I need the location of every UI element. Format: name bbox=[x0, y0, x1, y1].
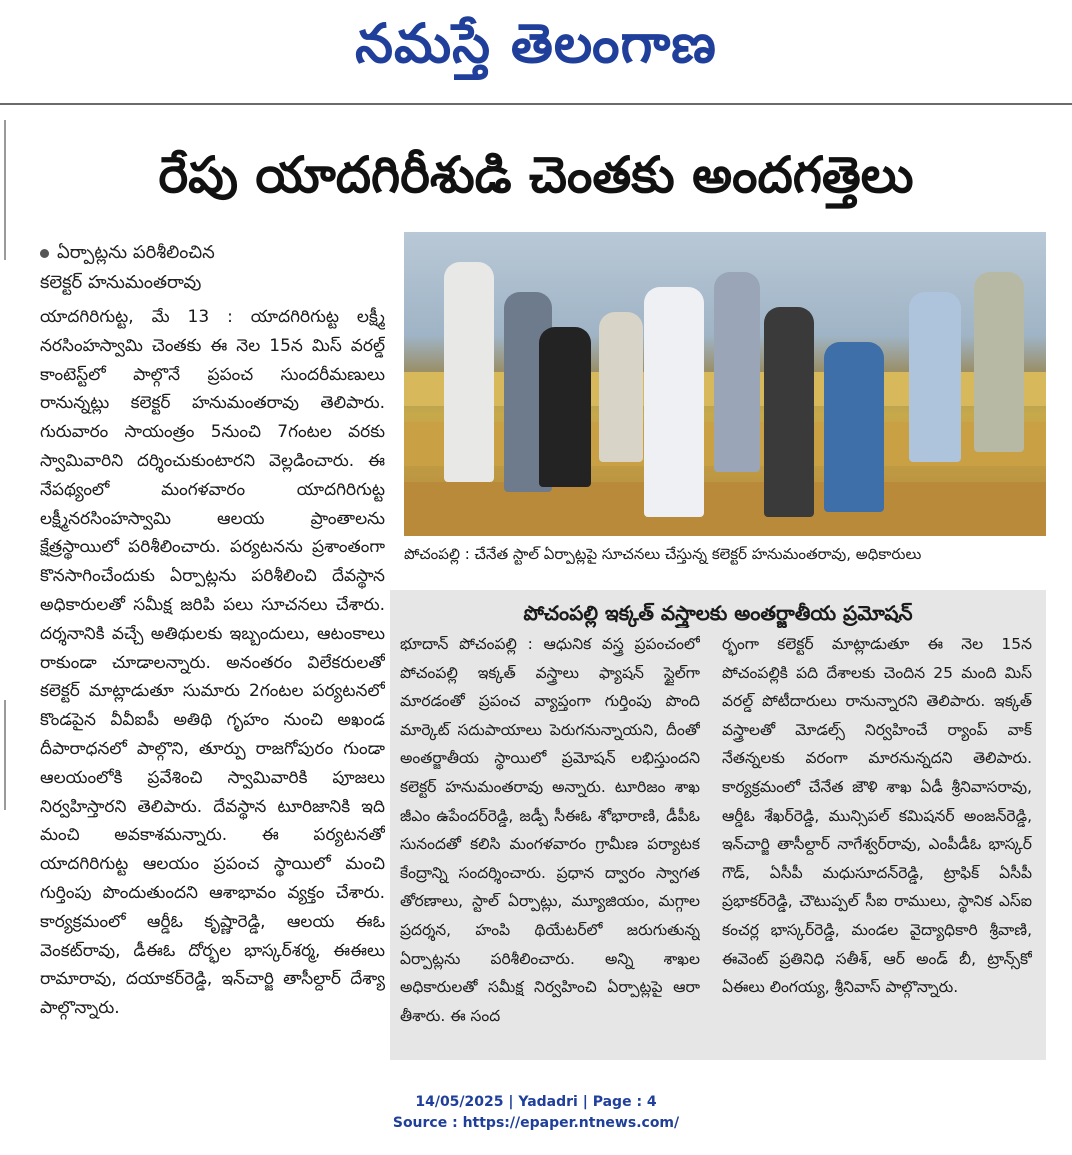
photo-person bbox=[599, 312, 643, 462]
bullet-icon bbox=[40, 249, 49, 258]
subheading-line bbox=[40, 238, 380, 268]
subheading-text: ఏర్పాట్లను పరిశీలించిన bbox=[57, 242, 215, 263]
article-body: యాదగిరిగుట్ట, మే 13 : యాదగిరిగుట్ట లక్ష్మీ నరసింహస్వామి చెంతకు ఈ నెల 15న మిస్ వరల్డ్ కాంటెస్ట్‌లో పాల్గొనే ప్రపంచ సుందరీమణులు రానున్నట్లు కలెక్టర్ హనుమంతరావు తెలిపారు. గురువారం సాయంత్రం 5నుంచి 7గంటల వరకు స్వామివారిని దర్శించుకుంటారని వెల్లడించారు. ఈ నేపథ్యంలో మంగళవారం యాదగిరిగుట్ట లక్ష్మీనరసింహస్వామి ఆలయ ప్రాంతాలను క్షేత్రస్థాయిలో పరిశీలించారు. పర్యటనను ప్రశాంతంగా కొనసాగించేందుకు ఏర్పాట్లను పరిశీలించి దేవస్థాన అధికారులతో సమీక్ష జరిపి పలు సూచనలు చేశారు. దర్శనానికి వచ్చే అతిథులకు ఇబ్బందులు, ఆటంకాలు రాకుండా చూడాలన్నారు. అనంతరం విలేకరులతో కలెక్టర్ మాట్లాడుతూ సుమారు 2గంటల పర్యటనలో కొండపైన వీవీఐపీ అతిథి గృహం నుంచి అఖండ దీపారాధనలో పాల్గొని, తూర్పు రాజగోపురం గుండా ఆలయంలోకి ప్రవేశించి స్వామివారికి పూజలు నిర్వహిస్తారని తెలిపారు. దేవస్థాన టూరిజానికి ఇది మంచి అవకాశమన్నారు. ఈ పర్యటనతో యాదగిరిగుట్ట ఆలయం ప్రపంచ స్థాయిలో మంచి గుర్తింపు పొందుతుందని ఆశాభావం వ్యక్తం చేశారు. కార్యక్రమంలో ఆర్డీఓ కృష్ణారెడ్డి, ఆలయ ఈఓ వెంకట్‌రావు, డీఈఓ దోర్భల భాస్కర్‌శర్మ, ఈఈలు రామారావు, దయాకర్‌రెడ్డి, ఇన్‌చార్జి తాసీల్దార్ దేశ్యా పాల్గొన్నారు. bbox=[40, 307, 385, 1019]
article-headline: రేపు యాదగిరీశుడి చెంతకు అందగత్తెలు bbox=[158, 146, 914, 204]
article-subheading bbox=[40, 238, 380, 298]
photo-person bbox=[539, 327, 591, 487]
photo-person bbox=[644, 287, 704, 517]
photo-person bbox=[909, 292, 961, 462]
masthead-title: నమస్తే తెలంగాణ bbox=[355, 11, 717, 75]
footer-edition-info: 14/05/2025 | Yadadri | Page : 4 bbox=[415, 1094, 657, 1110]
photo-person bbox=[714, 272, 760, 472]
page-edge-line bbox=[4, 700, 6, 810]
sidebar-story-title: పోచంపల్లి ఇక్కత్ వస్త్రాలకు అంతర్జాతీయ ప్రమోషన్ bbox=[523, 601, 913, 625]
news-photo bbox=[404, 232, 1046, 536]
photo-caption: పోచంపల్లి : చేనేత స్టాల్ ఏర్పాట్లపై సూచనలు చేస్తున్న కలెక్టర్ హనుమంతరావు, అధికారులు bbox=[404, 545, 922, 563]
photo-person bbox=[444, 262, 494, 482]
page-footer bbox=[0, 1092, 1072, 1134]
sidebar-story-column: ర్భంగా కలెక్టర్ మాట్లాడుతూ ఈ నెల 15న పోచంపల్లికి పది దేశాలకు చెందిన 25 మంది మిస్ వరల్డ్ పోటీదారులు రానున్నారని తెలిపారు. ఇక్కత్ వస్త్రాలతో మోడల్స్ నిర్వహించే ర్యాంప్ వాక్ నేతన్నలకు వరంగా మారనున్నదని తెలిపారు. కార్యక్రమంలో చేనేత జౌళి శాఖ ఏడీ శ్రీనివాసరావు, ఆర్డీఓ శేఖర్‌రెడ్డి, మున్సిపల్ కమిషనర్ అంజన్‌రెడ్డి, ఇన్‌చార్జి తాసీల్దార్ నాగేశ్వర్‌రావు, ఎంపీడీఓ భాస్కర్ గౌడ్, ఏసీపీ మధుసూదన్‌రెడ్డి, ట్రాఫిక్ ఏసీపీ ప్రభాకర్‌రెడ్డి, చౌటుప్పల్ సీఐ రాములు, స్థానిక ఎస్ఐ కంచర్ల భాస్కర్‌రెడ్డి, మండల వైద్యాధికారి శ్రీవాణి, ఈవెంట్ ప్రతినిధి సతీశ్, ఆర్ అండ్ బీ, ట్రాన్స్‌కో ఏఈలు లింగయ్య, శ్రీనివాస్ పాల్గొన్నారు. bbox=[722, 635, 1032, 997]
photo-person bbox=[974, 272, 1024, 452]
subheading-line: కలెక్టర్ హనుమంతరావు bbox=[40, 272, 202, 293]
photo-step bbox=[404, 482, 1046, 536]
photo-person bbox=[824, 342, 884, 512]
sidebar-story-column: భూదాన్ పోచంపల్లి : ఆధునిక వస్త్ర ప్రపంచంలో పోచంపల్లి ఇక్కత్ వస్త్రాలు ఫ్యాషన్ స్టైల్‌గా మారడంతో ప్రపంచ వ్యాప్తంగా గుర్తింపు పొంది మార్కెట్ సదుపాయాలు పెరుగనున్నాయని, దీంతో అంతర్జాతీయ స్థాయిలో ప్రమోషన్ లభిస్తుందని కలెక్టర్ హనుమంతరావు అన్నారు. టూరిజం శాఖ జీఎం ఉపేందర్‌రెడ్డి, జడ్పీ సీఈఓ శోభారాణి, డీపీఓ సునందతో కలిసి మంగళవారం గ్రామీణ పర్యాటక కేంద్రాన్ని సందర్శించారు. ప్రధాన ద్వారం స్వాగత తోరణాలు, స్టాల్ ఏర్పాట్లు, మ్యూజియం, మగ్గాల ప్రదర్శన, హంపి థియేటర్‌లో జరుగుతున్న ఏర్పాట్లను పరిశీలించారు. అన్ని శాఖల అధికారులతో సమీక్ష నిర్వహించి ఏర్పాట్లపై ఆరా తీశారు. ఈ సంద bbox=[400, 635, 700, 1025]
page-edge-line bbox=[4, 120, 6, 260]
masthead-divider bbox=[0, 103, 1072, 105]
photo-person bbox=[764, 307, 814, 517]
masthead-logo bbox=[0, 6, 1072, 80]
footer-source: Source : https://epaper.ntnews.com/ bbox=[392, 1115, 680, 1131]
